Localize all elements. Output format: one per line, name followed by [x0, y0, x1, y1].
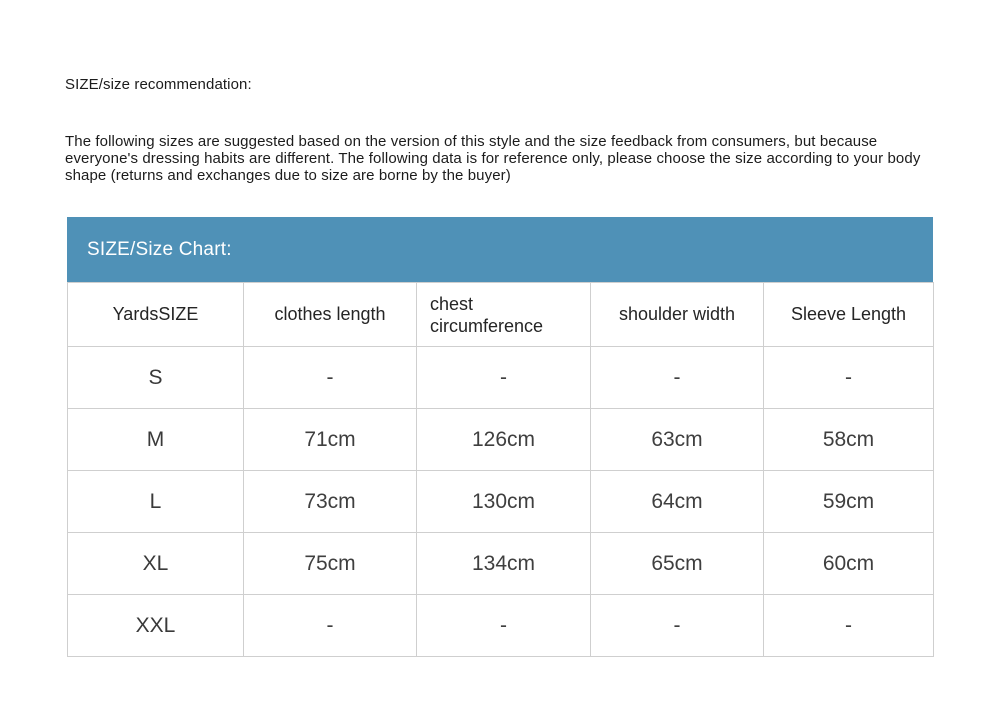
clothes-length-value: -: [244, 347, 417, 409]
shoulder-width-value: 64cm: [591, 471, 764, 533]
shoulder-width-value: -: [591, 595, 764, 657]
chest-circumference-value: 126cm: [417, 409, 591, 471]
clothes-length-value: -: [244, 595, 417, 657]
column-header-sleeve-length: Sleeve Length: [764, 283, 934, 347]
clothes-length-value: 71cm: [244, 409, 417, 471]
table-row-s: [68, 347, 934, 409]
clothes-length-value: 75cm: [244, 533, 417, 595]
chest-circumference-value: -: [417, 347, 591, 409]
chest-circumference-value: 130cm: [417, 471, 591, 533]
sleeve-length-value: 60cm: [764, 533, 934, 595]
size-chart-table: [67, 282, 934, 657]
sleeve-length-value: -: [764, 347, 934, 409]
size-disclaimer-text: The following sizes are suggested based on the version of this style and the size feedback from consumers, but because everyone's dressing habits are different. The following data is for reference only, please choose the size according to your body shape (returns and exchanges due to size are borne by the buyer): [65, 133, 921, 184]
shoulder-width-value: 63cm: [591, 409, 764, 471]
size-recommendation-title: SIZE/size recommendation:: [65, 76, 252, 93]
clothes-length-value: 73cm: [244, 471, 417, 533]
size-chart-section: [67, 217, 933, 657]
sleeve-length-value: 58cm: [764, 409, 934, 471]
table-row-l: [68, 471, 934, 533]
chest-circumference-value: 134cm: [417, 533, 591, 595]
column-header-clothes-length: clothes length: [244, 283, 417, 347]
chest-circumference-value: -: [417, 595, 591, 657]
table-row-xl: [68, 533, 934, 595]
column-header-shoulder-width: shoulder width: [591, 283, 764, 347]
table-header-row: [68, 283, 934, 347]
size-chart-header-bar: [67, 217, 933, 282]
table-row-xxl: [68, 595, 934, 657]
size-label: S: [68, 347, 244, 409]
size-label: XL: [68, 533, 244, 595]
table-row-m: [68, 409, 934, 471]
column-header-chest-circumference: chest circumference: [417, 283, 591, 347]
shoulder-width-value: -: [591, 347, 764, 409]
shoulder-width-value: 65cm: [591, 533, 764, 595]
size-label: XXL: [68, 595, 244, 657]
size-chart-header-label: SIZE/Size Chart:: [87, 238, 232, 260]
sleeve-length-value: -: [764, 595, 934, 657]
sleeve-length-value: 59cm: [764, 471, 934, 533]
column-header-size: YardsSIZE: [68, 283, 244, 347]
size-label: M: [68, 409, 244, 471]
size-label: L: [68, 471, 244, 533]
